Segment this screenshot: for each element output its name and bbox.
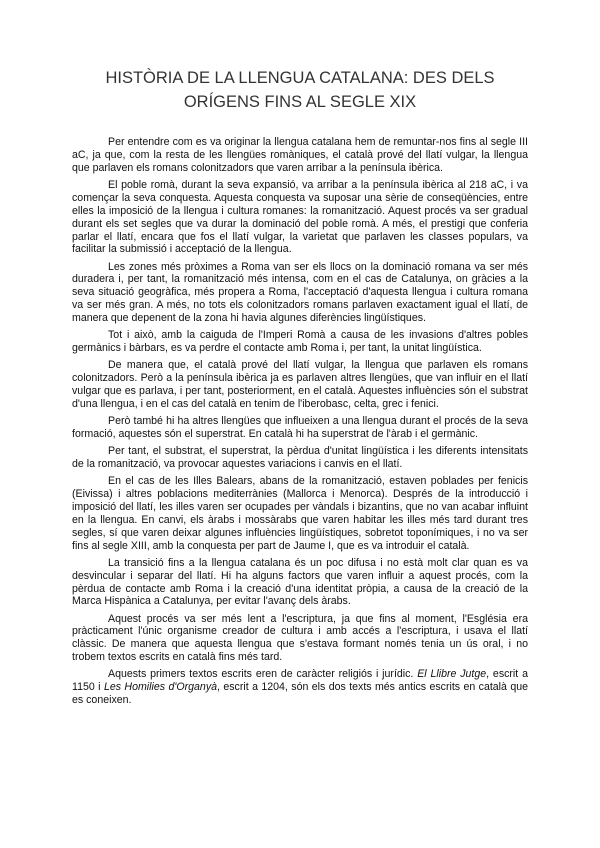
paragraph-4: Tot i això, amb la caiguda de l'Imperi Romà a causa de les invasions d'altres pobles germànics i bàrbars, es va perdre el contacte amb Roma i, per tant, la unitat lingüística.: [72, 329, 528, 355]
title-line-1: HISTÒRIA DE LA LLENGUA CATALANA: DES DELS: [105, 69, 495, 87]
paragraph-9: La transició fins a la llengua catalana és un poc difusa i no està molt clar quan es va desvincular i separar del llatí. Hi ha alguns factors que varen influir a aquest procés, com la pèrdua de contacte amb Roma i la creació d'una identitat pròpia, a causa de la creació de la Marca Hispànica a Catalunya, per evitar l'avanç dels àrabs.: [72, 556, 528, 608]
paragraph-8: En el cas de les Illes Balears, abans de la romanització, estaven poblades per fenicis (Eivissa) i altres poblacions mediterrànies (Mallorca i Menorca). Després de la introducció i imposició del llatí, les illes varen ser ocupades per vàndals i bizantins, que no van acabar influint en la llengua. En canvi, els àrabs i mossàrabs que varen habitar les illes més tard durant tres segles, sí que varen deixar algunes influències lingüístiques, sobretot toponímiques, i no va ser fins al segle XIII, amb la conquesta per part de Jaume I, que es va introduir el català.: [72, 475, 528, 552]
document-title: [60, 66, 540, 114]
paragraph-5: De manera que, el català prové del llatí vulgar, la llengua que parlaven els romans colonitzadors. Però a la península ibèrica ja es parlaven altres llengües, que van influir en el llatí vulgar que es parlava, i per tant, posteriorment, en el català. Aquestes influències són el substrat d'una llengua, i en el cas del català en tenim de l'iberobasc, celta, grec i fenici.: [72, 359, 528, 410]
paragraph-10: Aquest procés va ser més lent a l'escriptura, ja que fins al moment, l'Església era pràcticament l'únic organisme creador de cultura i amb accés a l'escriptura, i usava el llatí clàssic. De manera que aquesta llengua que s'estava formant només tenia un ús oral, i no trobem textos escrits en català fins més tard.: [72, 612, 528, 664]
paragraph-3: Les zones més pròximes a Roma van ser els llocs on la dominació romana va ser més duradera i, per tant, la romanització més intensa, com en el cas de Catalunya, on gràcies a la seva situació geogràfica, més propera a Roma, l'acceptació d'aquesta llengua i cultura romana va ser més gran. A més, no tots els colonitzadors romans parlaven exactament igual el llatí, de manera que depenent de la zona hi havia algunes diferències lingüístiques.: [72, 260, 528, 325]
paragraph-11-text-c: , escrit a 1204, són els dos texts més antics escrits en català que es coneixen.: [72, 681, 529, 707]
paragraph-11-text-b: , escrit a 1150 i: [72, 668, 528, 694]
paragraph-11-text-a: Aquests primers textos escrits eren de caràcter religiós i jurídic.: [108, 668, 418, 681]
book-title-homilies-organya: Les Homilies d'Organyà: [103, 681, 218, 694]
document-body: [72, 136, 528, 711]
paragraph-2: El poble romà, durant la seva expansió, va arribar a la península ibèrica al 218 aC, i va començar la seva conquesta. Aquesta conquesta va suposar una sèrie de conseqüències, entre elles la imposició de la llengua i cultura romanes: la romanització. Aquest procés va ser gradual durant els set segles que va durar la dominació del poble romà. A més, el prestigi que conferia parlar el llatí, encara que fos el llatí vulgar, la varietat que parlaven les classes populars, va facilitar la submissió i acceptació de la llengua.: [72, 178, 528, 256]
paragraph-1: Per entendre com es va originar la llengua catalana hem de remuntar-nos fins al segle III aC, ja que, com la resta de les llengües romàniques, el català prové del llatí vulgar, la llengua que parlaven els romans colonitzadors que varen arribar a la península ibèrica.: [72, 136, 528, 174]
title-line-2: ORÍGENS FINS AL SEGLE XIX: [183, 93, 417, 111]
paragraph-6: Però també hi ha altres llengües que influeixen a una llengua durant el procés de la seva formació, aquestes són el superstrat. En català hi ha superstrat de l'àrab i el germànic.: [72, 415, 528, 440]
paragraph-7: Per tant, el substrat, el superstrat, la pèrdua d'unitat lingüística i les diferents intensitats de la romanització, va provocar aquestes variacions i canvis en el llatí.: [72, 445, 528, 470]
book-title-llibre-jutge: El Llibre Jutge: [417, 668, 487, 681]
paragraph-11: [72, 668, 528, 707]
